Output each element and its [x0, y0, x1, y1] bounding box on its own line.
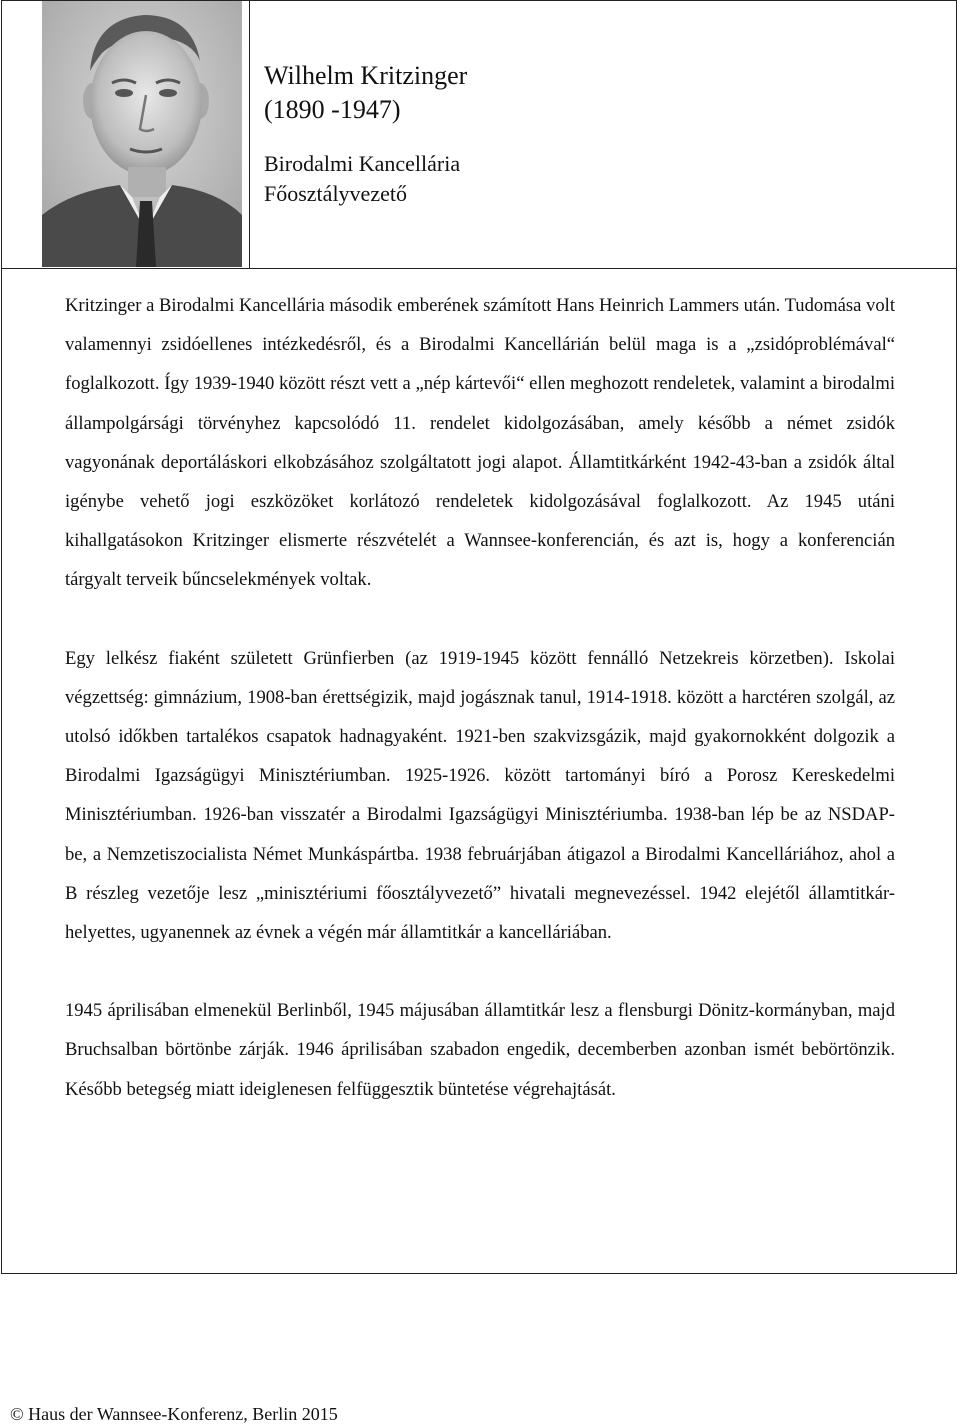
position-title: Főosztályvezető — [264, 181, 407, 206]
biography-text — [65, 286, 895, 1109]
paragraph-1: Kritzinger a Birodalmi Kancellária második emberének számított Hans Heinrich Lammers után. Tudomása volt valamennyi zsidóellenes intézkedésről, és a Birodalmi Kancellárián belül maga is a „zsidóproblémával“ foglalkozott. Így 1939-1940 között részt vett a „nép kártevői“ ellen meghozott rendeletek, valamint a birodalmi állampolgársági törvényhez kapcsolódó 11. rendelet kidolgozásában, amely később a német zsidók vagyonának deportáláskori elkobzásához szolgáltatott jogi alapot. Államtitkárként 1942-43-ban a zsidók által igénybe vehető jogi eszközöket korlátozó rendeletek kidolgozásával foglalkozott. Az 1945 utáni kihallgatásokon Kritzinger elismerte részvételét a Wannsee-konferencián, és azt is, hogy a konferencián tárgyalt terveik bűncselekmények voltak. — [65, 295, 895, 591]
person-name: Wilhelm Kritzinger — [264, 61, 468, 90]
copyright-footer: © Haus der Wannsee-Konferenz, Berlin 2015 — [10, 1404, 338, 1424]
institution: Birodalmi Kancellária — [264, 151, 461, 176]
title-block — [264, 59, 467, 209]
life-years: (1890 -1947) — [264, 95, 401, 124]
portrait-photo — [2, 1, 250, 268]
paragraph-3: 1945 áprilisában elmenekül Berlinből, 1945 májusában államtitkár lesz a flensburgi Dönitz-kormányban, majd Bruchsalban börtönbe zárják. 1946 áprilisában szabadon engedik, decemberben azonban ismét bebörtönzik. Később betegség miatt ideiglenesen felfüggesztik büntetése végrehajtását. — [65, 1000, 895, 1100]
header-row — [2, 1, 956, 269]
paragraph-2: Egy lelkész fiaként született Grünfierben (az 1919-1945 között fennálló Netzekreis körzetben). Iskolai végzettség: gimnázium, 1908-ban érettségizik, majd jogásznak tanul, 1914-1918. között a harctéren szolgál, az utolsó időkben tartalékos csapatok hadnagyaként. 1921-ben szakvizsgázik, majd gyakornokként dolgozik a Birodalmi Igazságügyi Minisztériumban. 1925-1926. között tartományi bíró a Porosz Kereskedelmi Minisztériumban. 1926-ban visszatér a Birodalmi Igazságügyi Minisztériumba. 1938-ban lép be az NSDAP-be, a Nemzetiszocialista Német Munkáspártba. 1938 februárjában átigazol a Birodalmi Kancelláriához, ahol a B részleg vezetője lesz „minisztériumi főosztályvezető” hivatali megnevezéssel. 1942 elejétől államtitkár-helyettes, ugyanennek az évnek a végén már államtitkár a kancelláriában. — [65, 647, 895, 944]
portrait-icon — [42, 1, 242, 267]
